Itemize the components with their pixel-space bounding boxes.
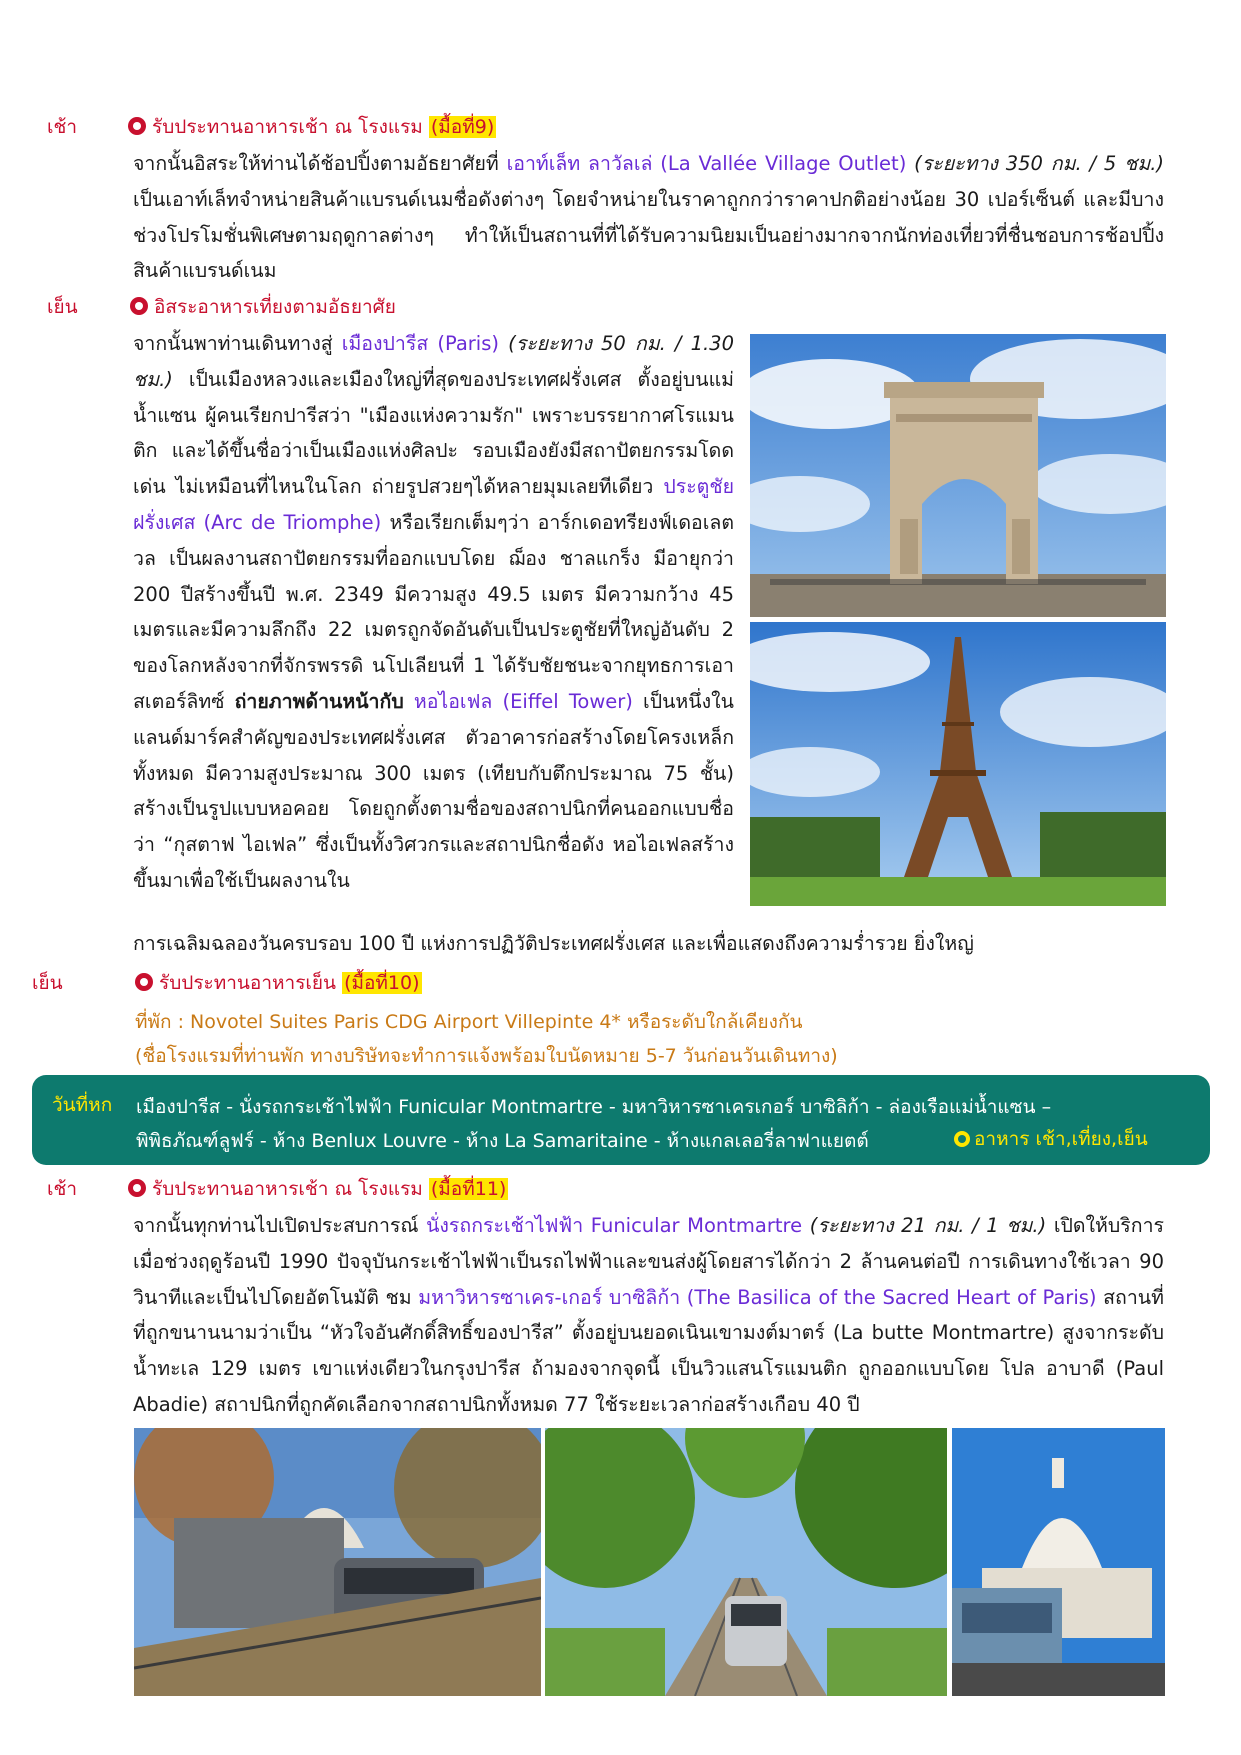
time-label-evening: เย็น (32, 972, 63, 994)
day-route (136, 1090, 1051, 1158)
text-span: เปิดให้บริการเมื่อช่วงฤดูร้อนปี 1990 ปัจจุบันกระเช้าไฟฟ้าเป็นรถไฟฟ้าและขนส่งผู้โดยสารได้กว่า 2 ล้านคนต่อปี การเดินทางใช้เวลา 90 วินาทีและเป็นไปโดยอัตโนมัติ ชม (133, 1214, 1164, 1309)
day-six-banner (32, 1075, 1210, 1165)
text-span: เป็นเมืองหลวงและเมืองใหญ่ที่สุดของประเทศฝรั่งเศส ตั้งอยู่บนแม่น้ำแซน ผู้คนเรียกปารีสว่า "เมืองแห่งความรัก" เพราะบรรยากาศโรแมนติก และได้ขึ้นชื่อว่าเป็นเมืองแห่งศิลปะ รอบเมืองยังมีสถาปัตยกรรมโดดเด่น ไม่เหมือนที่ไหนในโลก ถ่ายรูปสวยๆได้หลายมุมเลยทีเดียว (133, 367, 734, 499)
dinner-meal (135, 968, 422, 998)
meal-number: (มื้อที่10) (344, 972, 420, 994)
breakfast-meal-day6 (128, 1174, 508, 1204)
hotel-info: ที่พัก : Novotel Suites Paris CDG Airport Villepinte 4* หรือระดับใกล้เคียงกัน (135, 1011, 803, 1033)
time-label-noon: เย็น (47, 296, 78, 318)
arc-link: ประตูชัยฝรั่งเศส (Arc de Triomphe) (133, 475, 734, 534)
hotel-note: (ชื่อโรงแรมที่ท่านพัก ทางบริษัทจะทำการแจ้งพร้อมใบนัดหมาย 5-7 วันก่อนวันเดินทาง) (135, 1045, 838, 1067)
meal-text: รับประทานอาหารเช้า ณ โรงแรม (152, 116, 423, 138)
text-span (404, 690, 414, 713)
text-span: จากนั้นทุกท่านไปเปิดประสบการณ์ (133, 1214, 427, 1237)
text-span: จากนั้นพาท่านเดินทางสู่ (133, 332, 342, 355)
distance-text: (ระยะทาง 50 กม. / 1.30 ชม.) (133, 332, 734, 391)
distance-text: (ระยะทาง 21 กม. / 1 ชม.) (802, 1214, 1047, 1237)
time-label-morning-day6: เช้า (47, 1178, 78, 1200)
funicular-photo-1 (134, 1428, 541, 1696)
day-label: วันที่หก (52, 1094, 113, 1116)
text-span: จากนั้นอิสระให้ท่านได้ช้อปปิ้งตามอัธยาศัยที่ (133, 152, 507, 175)
meal-icon (135, 973, 153, 991)
time-label-morning: เช้า (47, 116, 78, 138)
meal-text: รับประทานอาหารเย็น (159, 972, 337, 994)
meal-text: อิสระอาหารเที่ยงตามอัธยาศัย (154, 296, 396, 318)
meal-number: (มื้อที่11) (430, 1178, 507, 1200)
outlet-paragraph (133, 146, 1164, 289)
text-span: เป็นเอาท์เล็ทจำหน่ายสินค้าแบรนด์เนมชื่อดังต่างๆ โดยจำหน่ายในราคาถูกกว่าราคาปกติอย่างน้อย 30 เปอร์เซ็นต์ และมีบางช่วงโปรโมชั่นพิเศษตามฤดูกาลต่างๆ ทำให้เป็นสถานที่ที่ได้รับความนิยมเป็นอย่างมากจากนักท่องเที่ยวที่ชื่นชอบการช้อปปิ้งสินค้าแบรนด์เนม (133, 187, 1164, 283)
lunch-meal (130, 292, 396, 322)
basilica-link: มหาวิหารซาเคร-เกอร์ บาซิลิก้า (The Basilica of the Sacred Heart of Paris) (418, 1285, 1097, 1309)
arc-de-triomphe-photo (750, 334, 1166, 617)
text-span: สถานที่ที่ถูกขนานนามว่าเป็น “หัวใจอันศักดิ์สิทธิ์ของปารีส” ตั้งอยู่บนยอดเนินเขามงต์มาตร์ (La butte Montmartre) สูงจากระดับน้ำทะเล 129 เมตร เขาแห่งเดียวในกรุงปารีส ถ้ามองจากจุดนี้ เป็นวิวแสนโรแมนติก ถูกออกแบบโดย โปล อาบาดี (Paul Abadie) สถาปนิกที่ถูกคัดเลือกจากสถาปนิกทั้งหมด 77 ใช้ระยะเวลาก่อสร้างเกือบ 40 ปี (133, 1285, 1164, 1416)
text-span: เป็นหนึ่งในแลนด์มาร์คสำคัญของประเทศฝรั่งเศส ตัวอาคารก่อสร้างโดยโครงเหล็กทั้งหมด มีความสูงประมาณ 300 เมตร (เทียบกับตึกประมาณ 75 ชั้น) สร้างเป็นรูปแบบหอคอย โดยถูกตั้งตามชื่อของสถาปนิกที่คนออกแบบชื่อว่า “กุสตาฟ ไอเฟล” ซึ่งเป็นทั้งวิศวกรและสถาปนิกชื่อดัง หอไอเฟลสร้างขึ้นมาเพื่อใช้เป็นผลงานใน (133, 689, 734, 892)
paris-paragraph-last-line: การเฉลิมฉลองวันครบรอบ 100 ปี แห่งการปฏิวัติประเทศฝรั่งเศส และเพื่อแสดงถึงความร่ำรวย ยิ่งใหญ่ (133, 932, 974, 955)
sacre-coeur-photo (952, 1428, 1165, 1696)
breakfast-meal (128, 112, 496, 142)
meal-icon (128, 1179, 146, 1197)
distance-text: (ระยะทาง 350 กม. / 5 ชม.) (906, 152, 1165, 175)
meal-text: รับประทานอาหารเช้า ณ โรงแรม (152, 1178, 423, 1200)
route-line-1: เมืองปารีส - นั่งรถกระเช้าไฟฟ้า Funicular Montmartre - มหาวิหารซาเครเกอร์ บาซิลิก้า - ล่องเรือแม่น้ำแซน – (136, 1096, 1052, 1118)
eiffel-tower-photo (750, 622, 1166, 906)
eiffel-link: หอไอเฟล (Eiffel Tower) (413, 689, 633, 713)
outlet-link: เอาท์เล็ท ลาวัลเล่ (La Vallée Village Outlet) (506, 152, 907, 175)
paris-link: เมืองปารีส (Paris) (341, 332, 499, 355)
text-span: หรือเรียกเต็มๆว่า อาร์กเดอทรียงฟ์เดอเลตวล เป็นผลงานสถาปัตยกรรมที่ออกแบบโดย ฌ็อง ชาลแกร็ง มีอายุกว่า 200 ปีสร้างขึ้นปี พ.ศ. 2349 มีความสูง 49.5 เมตร มีความกว้าง 45 เมตรและมีความลึกถึง 22 เมตรถูกจัดอันดับเป็นประตูชัยที่ใหญ่อันดับ 2 ของโลกหลังจากที่จักรพรรดิ นโปเลียนที่ 1 ได้รับชัยชนะจากยุทธการเอาสเตอร์ลิทซ์ (133, 510, 735, 713)
day-meals (954, 1124, 1148, 1154)
meals-text: อาหาร เช้า,เที่ยง,เย็น (974, 1128, 1148, 1150)
funicular-photo-2 (545, 1428, 947, 1696)
meal-number: (มื้อที่9) (430, 116, 495, 138)
paris-paragraph (133, 326, 734, 899)
photo-stop-text: ถ่ายภาพด้านหน้ากับ (234, 689, 404, 713)
meal-icon (130, 297, 148, 315)
route-line-2: พิพิธภัณฑ์ลูฟร์ - ห้าง Benlux Louvre - ห้าง La Samaritaine - ห้างแกลเลอรี่ลาฟาแยตต์ (136, 1130, 869, 1152)
montmartre-paragraph (133, 1208, 1164, 1423)
meal-icon (954, 1131, 970, 1147)
funicular-link: นั่งรถกระเช้าไฟฟ้า Funicular Montmartre (426, 1214, 803, 1237)
meal-icon (128, 117, 146, 135)
